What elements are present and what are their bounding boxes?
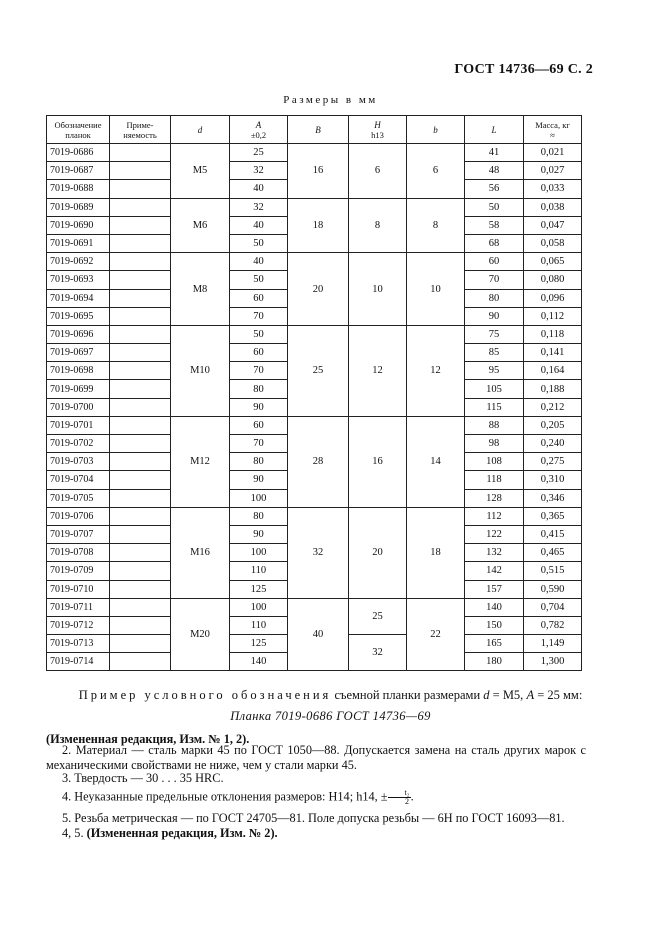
cell-designation: 7019-0702 xyxy=(47,435,110,453)
cell-mass: 0,021 xyxy=(524,144,582,162)
cell-a: 60 xyxy=(230,416,288,434)
note-amendment-1: (Измененная редакция, Изм. № 1, 2). xyxy=(46,732,250,746)
cell-mass: 0,704 xyxy=(524,598,582,616)
cell-mass: 0,365 xyxy=(524,507,582,525)
cell-l: 128 xyxy=(465,489,524,507)
cell-b-upper: 18 xyxy=(288,198,349,253)
cell-applicability xyxy=(110,271,171,289)
cell-l: 88 xyxy=(465,416,524,434)
table-row xyxy=(47,416,582,434)
cell-l: 118 xyxy=(465,471,524,489)
cell-designation: 7019-0699 xyxy=(47,380,110,398)
cell-mass: 0,096 xyxy=(524,289,582,307)
note-amendment-2: 4, 5. (Измененная редакция, Изм. № 2). xyxy=(62,826,278,840)
cell-a: 100 xyxy=(230,489,288,507)
example-text: съемной планки размерами xyxy=(334,688,481,702)
cell-d: M12 xyxy=(171,416,230,507)
cell-b-lower: 6 xyxy=(407,144,465,199)
cell-designation: 7019-0701 xyxy=(47,416,110,434)
note-hardness: 3. Твердость — 30 . . . 35 HRC. xyxy=(62,771,224,785)
cell-l: 108 xyxy=(465,453,524,471)
cell-designation: 7019-0700 xyxy=(47,398,110,416)
cell-l: 75 xyxy=(465,325,524,343)
cell-designation: 7019-0687 xyxy=(47,162,110,180)
cell-a: 80 xyxy=(230,453,288,471)
cell-a: 125 xyxy=(230,580,288,598)
cell-b-lower: 14 xyxy=(407,416,465,507)
cell-l: 157 xyxy=(465,580,524,598)
cell-b-upper: 28 xyxy=(288,416,349,507)
cell-mass: 0,065 xyxy=(524,253,582,271)
cell-a: 60 xyxy=(230,344,288,362)
cell-mass: 0,310 xyxy=(524,471,582,489)
cell-a: 125 xyxy=(230,635,288,653)
cell-a: 100 xyxy=(230,598,288,616)
cell-l: 68 xyxy=(465,234,524,252)
cell-applicability xyxy=(110,471,171,489)
cell-b-lower: 18 xyxy=(407,507,465,598)
cell-mass: 0,164 xyxy=(524,362,582,380)
cell-l: 112 xyxy=(465,507,524,525)
col-designation: Обозначение планок xyxy=(47,116,110,144)
table-row xyxy=(47,144,582,162)
cell-a: 70 xyxy=(230,307,288,325)
cell-applicability xyxy=(110,234,171,252)
cell-mass: 0,080 xyxy=(524,271,582,289)
cell-designation: 7019-0709 xyxy=(47,562,110,580)
cell-mass: 0,141 xyxy=(524,344,582,362)
cell-l: 98 xyxy=(465,435,524,453)
cell-mass: 0,240 xyxy=(524,435,582,453)
cell-designation: 7019-0696 xyxy=(47,325,110,343)
cell-applicability xyxy=(110,253,171,271)
cell-designation: 7019-0693 xyxy=(47,271,110,289)
cell-l: 48 xyxy=(465,162,524,180)
cell-a: 90 xyxy=(230,525,288,543)
cell-applicability xyxy=(110,144,171,162)
cell-designation: 7019-0695 xyxy=(47,307,110,325)
cell-applicability xyxy=(110,307,171,325)
cell-mass: 0,415 xyxy=(524,525,582,543)
cell-applicability xyxy=(110,580,171,598)
cell-l: 56 xyxy=(465,180,524,198)
cell-a: 40 xyxy=(230,216,288,234)
cell-l: 70 xyxy=(465,271,524,289)
cell-h: 16 xyxy=(349,416,407,507)
cell-l: 180 xyxy=(465,653,524,671)
table-row xyxy=(47,325,582,343)
cell-designation: 7019-0712 xyxy=(47,616,110,634)
cell-mass: 0,027 xyxy=(524,162,582,180)
cell-mass: 0,033 xyxy=(524,180,582,198)
cell-designation: 7019-0706 xyxy=(47,507,110,525)
cell-b-upper: 16 xyxy=(288,144,349,199)
cell-l: 132 xyxy=(465,544,524,562)
cell-designation: 7019-0708 xyxy=(47,544,110,562)
cell-applicability xyxy=(110,398,171,416)
example-line: Пример условного обозначения съемной планки размерами d = M5, A = 25 мм: xyxy=(78,688,583,702)
cell-l: 85 xyxy=(465,344,524,362)
cell-l: 50 xyxy=(465,198,524,216)
cell-a: 25 xyxy=(230,144,288,162)
table-row xyxy=(47,253,582,271)
cell-l: 122 xyxy=(465,525,524,543)
cell-d: M16 xyxy=(171,507,230,598)
cell-applicability xyxy=(110,180,171,198)
cell-l: 115 xyxy=(465,398,524,416)
note-tolerances: 4. Неуказанные предельные отклонения размеров: H14; h14, ± $\frac{\text{t₂}}{2}$ . xyxy=(62,788,414,806)
cell-l: 105 xyxy=(465,380,524,398)
cell-designation: 7019-0714 xyxy=(47,653,110,671)
cell-applicability xyxy=(110,635,171,653)
cell-applicability xyxy=(110,289,171,307)
cell-h: 32 xyxy=(349,635,407,671)
cell-mass: 0,465 xyxy=(524,544,582,562)
cell-b-lower: 22 xyxy=(407,598,465,671)
cell-applicability xyxy=(110,507,171,525)
cell-applicability xyxy=(110,525,171,543)
cell-b-lower: 8 xyxy=(407,198,465,253)
note-material: 2. Материал — сталь марки 45 по ГОСТ 1050—88. Допускается замена на сталь других марок с механическими свойствами не ниже, чем у стали марки 45. xyxy=(46,743,586,772)
cell-mass: 0,275 xyxy=(524,453,582,471)
cell-applicability xyxy=(110,344,171,362)
cell-b-upper: 25 xyxy=(288,325,349,416)
cell-d: M8 xyxy=(171,253,230,326)
cell-a: 32 xyxy=(230,198,288,216)
cell-h: 10 xyxy=(349,253,407,326)
col-applicability: Примe-няемость xyxy=(110,116,171,144)
cell-designation: 7019-0694 xyxy=(47,289,110,307)
cell-l: 58 xyxy=(465,216,524,234)
cell-applicability xyxy=(110,598,171,616)
cell-a: 110 xyxy=(230,616,288,634)
cell-designation: 7019-0703 xyxy=(47,453,110,471)
cell-applicability xyxy=(110,616,171,634)
cell-mass: 0,118 xyxy=(524,325,582,343)
table-row xyxy=(47,507,582,525)
cell-designation: 7019-0705 xyxy=(47,489,110,507)
cell-mass: 0,047 xyxy=(524,216,582,234)
table-header-row xyxy=(47,116,582,144)
table-row xyxy=(47,598,582,616)
cell-l: 140 xyxy=(465,598,524,616)
cell-mass: 0,515 xyxy=(524,562,582,580)
cell-a: 60 xyxy=(230,289,288,307)
cell-l: 90 xyxy=(465,307,524,325)
cell-mass: 0,782 xyxy=(524,616,582,634)
cell-a: 40 xyxy=(230,253,288,271)
cell-mass: 0,205 xyxy=(524,416,582,434)
cell-l: 41 xyxy=(465,144,524,162)
cell-designation: 7019-0690 xyxy=(47,216,110,234)
cell-mass: 1,300 xyxy=(524,653,582,671)
cell-mass: 0,058 xyxy=(524,234,582,252)
cell-l: 142 xyxy=(465,562,524,580)
cell-l: 80 xyxy=(465,289,524,307)
cell-mass: 1,149 xyxy=(524,635,582,653)
cell-mass: 0,212 xyxy=(524,398,582,416)
cell-applicability xyxy=(110,489,171,507)
cell-b-lower: 12 xyxy=(407,325,465,416)
col-d: d xyxy=(171,116,230,144)
cell-d: M6 xyxy=(171,198,230,253)
cell-a: 50 xyxy=(230,234,288,252)
cell-a: 110 xyxy=(230,562,288,580)
note-thread: 5. Резьба метрическая — по ГОСТ 24705—81. Поле допуска резьбы — 6H по ГОСТ 16093—81. xyxy=(62,811,565,825)
cell-mass: 0,112 xyxy=(524,307,582,325)
cell-applicability xyxy=(110,544,171,562)
col-b-upper: B xyxy=(288,116,349,144)
cell-b-upper: 40 xyxy=(288,598,349,671)
cell-designation: 7019-0692 xyxy=(47,253,110,271)
document-header: ГОСТ 14736—69 С. 2 xyxy=(454,62,593,77)
cell-a: 32 xyxy=(230,162,288,180)
cell-applicability xyxy=(110,162,171,180)
cell-designation: 7019-0707 xyxy=(47,525,110,543)
cell-d: M5 xyxy=(171,144,230,199)
cell-applicability xyxy=(110,325,171,343)
cell-h: 25 xyxy=(349,598,407,634)
cell-mass: 0,038 xyxy=(524,198,582,216)
cell-a: 80 xyxy=(230,507,288,525)
cell-a: 90 xyxy=(230,398,288,416)
cell-l: 60 xyxy=(465,253,524,271)
cell-h: 8 xyxy=(349,198,407,253)
table-row xyxy=(47,198,582,216)
example-label: Пример условного обозначения xyxy=(78,688,332,702)
table-caption: Размеры в мм xyxy=(283,94,378,106)
cell-a: 140 xyxy=(230,653,288,671)
cell-designation: 7019-0686 xyxy=(47,144,110,162)
dimensions-table xyxy=(46,115,582,671)
col-b-lower: b xyxy=(407,116,465,144)
cell-designation: 7019-0691 xyxy=(47,234,110,252)
cell-designation: 7019-0711 xyxy=(47,598,110,616)
cell-d: M10 xyxy=(171,325,230,416)
cell-h: 20 xyxy=(349,507,407,598)
cell-b-upper: 20 xyxy=(288,253,349,326)
cell-designation: 7019-0710 xyxy=(47,580,110,598)
cell-designation: 7019-0704 xyxy=(47,471,110,489)
cell-designation: 7019-0689 xyxy=(47,198,110,216)
table-body xyxy=(47,144,582,671)
cell-d: M20 xyxy=(171,598,230,671)
cell-a: 90 xyxy=(230,471,288,489)
cell-applicability xyxy=(110,416,171,434)
cell-l: 165 xyxy=(465,635,524,653)
cell-a: 70 xyxy=(230,435,288,453)
cell-applicability xyxy=(110,435,171,453)
cell-applicability xyxy=(110,216,171,234)
cell-a: 80 xyxy=(230,380,288,398)
cell-b-upper: 32 xyxy=(288,507,349,598)
cell-b-lower: 10 xyxy=(407,253,465,326)
cell-a: 70 xyxy=(230,362,288,380)
cell-l: 150 xyxy=(465,616,524,634)
cell-mass: 0,590 xyxy=(524,580,582,598)
example-designation: Планка 7019-0686 ГОСТ 14736—69 xyxy=(230,709,431,723)
tolerance-fraction: $\frac{\text{t₂}}{2}$ xyxy=(388,789,411,806)
cell-mass: 0,346 xyxy=(524,489,582,507)
cell-a: 40 xyxy=(230,180,288,198)
cell-applicability xyxy=(110,653,171,671)
col-mass: Масса, кг ≈ xyxy=(524,116,582,144)
cell-designation: 7019-0713 xyxy=(47,635,110,653)
cell-l: 95 xyxy=(465,362,524,380)
cell-designation: 7019-0688 xyxy=(47,180,110,198)
cell-a: 50 xyxy=(230,325,288,343)
cell-applicability xyxy=(110,198,171,216)
col-h: H h13 xyxy=(349,116,407,144)
cell-applicability xyxy=(110,562,171,580)
cell-applicability xyxy=(110,380,171,398)
cell-mass: 0,188 xyxy=(524,380,582,398)
cell-designation: 7019-0697 xyxy=(47,344,110,362)
cell-a: 100 xyxy=(230,544,288,562)
cell-applicability xyxy=(110,362,171,380)
cell-h: 12 xyxy=(349,325,407,416)
cell-applicability xyxy=(110,453,171,471)
cell-h: 6 xyxy=(349,144,407,199)
cell-designation: 7019-0698 xyxy=(47,362,110,380)
col-l: L xyxy=(465,116,524,144)
cell-a: 50 xyxy=(230,271,288,289)
col-a: A ±0,2 xyxy=(230,116,288,144)
